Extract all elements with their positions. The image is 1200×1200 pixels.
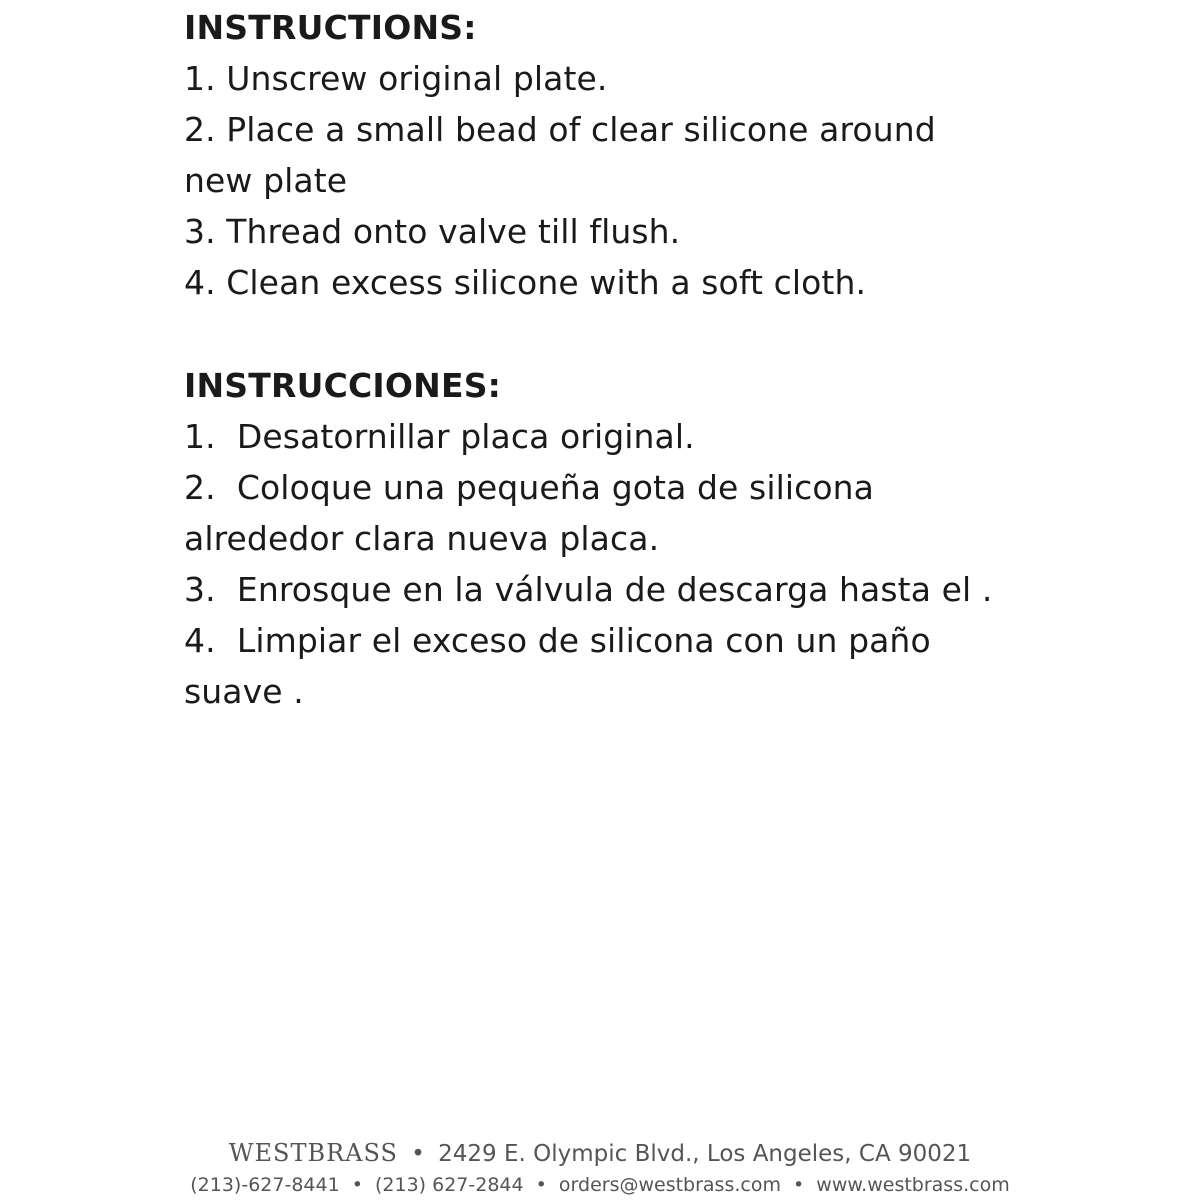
footer-address: 2429 E. Olympic Blvd., Los Angeles, CA 90021 [438,1141,972,1167]
instruccion-step-2: 2. Coloque una pequeña gota de silicona alrededor clara nueva placa. [184,468,885,558]
instructions-spanish [184,360,1084,717]
footer-contact-line [0,1171,1200,1199]
instruction-step-3: 3. Thread onto valve till flush. [184,212,681,251]
instruccion-step-4: 4. Limpiar el exceso de silicona con un paño suave . [184,621,942,711]
footer-phone: (213)-627-8441 [190,1174,340,1196]
footer-website: www.westbrass.com [816,1174,1010,1196]
instruccion-step-1: 1. Desatornillar placa original. [184,417,695,456]
instrucciones-heading: INSTRUCCIONES: [184,366,502,405]
instructions-english [184,2,1084,308]
bullet-separator: • [535,1174,547,1196]
bullet-separator: • [411,1141,425,1167]
bullet-separator: • [351,1174,363,1196]
company-footer [0,1136,1200,1199]
instruction-step-4: 4. Clean excess silicone with a soft cloth. [184,263,867,302]
footer-address-line [0,1136,1200,1171]
instruction-step-2: 2. Place a small bead of clear silicone around new plate [184,110,947,200]
brand-name: WESTBRASS [228,1139,398,1167]
instructions-heading: INSTRUCTIONS: [184,8,477,47]
instruccion-step-3: 3. Enrosque en la válvula de descarga hasta el . [184,570,993,609]
footer-fax: (213) 627-2844 [374,1174,524,1196]
instruction-step-1: 1. Unscrew original plate. [184,59,608,98]
bullet-separator: • [793,1174,805,1196]
footer-email: orders@westbrass.com [558,1174,781,1196]
